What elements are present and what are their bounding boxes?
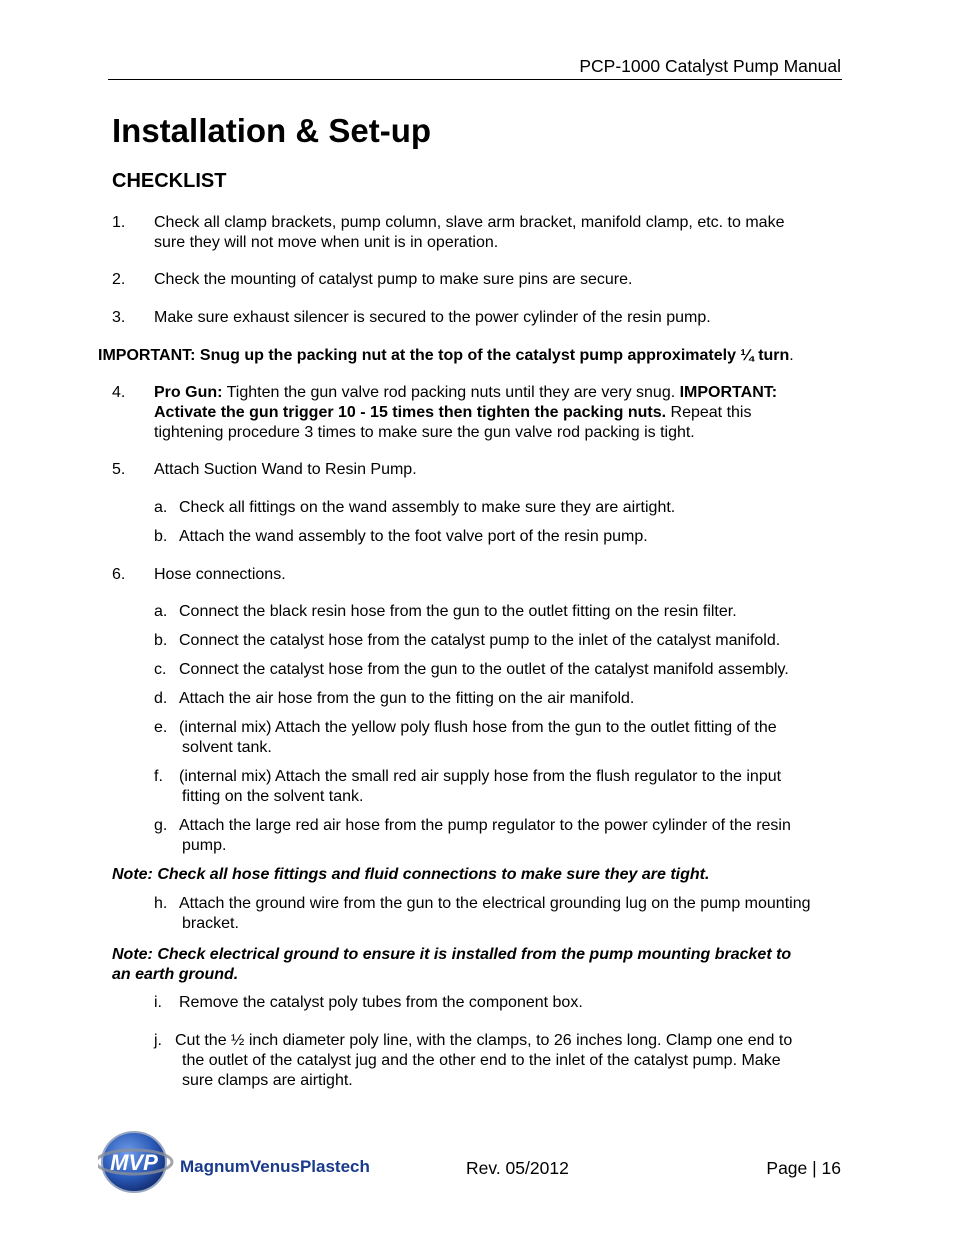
sub-item-5b xyxy=(154,527,874,547)
item-number: 3. xyxy=(112,309,126,326)
sub-letter: i. xyxy=(154,994,162,1011)
sub-letter: c. xyxy=(154,661,167,678)
sub-text: Attach the wand assembly to the foot valve port of the resin pump. xyxy=(179,528,648,545)
sub-text: Connect the catalyst hose from the gun to the outlet of the catalyst manifold assembly. xyxy=(179,661,789,678)
sub-text: Connect the black resin hose from the gun to the outlet fitting on the resin filter. xyxy=(179,603,737,620)
list-item-1 xyxy=(112,213,872,253)
item-text: Attach Suction Wand to Resin Pump. xyxy=(154,461,417,478)
item-number: 5. xyxy=(112,461,126,478)
page-title: Installation & Set-up xyxy=(112,112,432,149)
sub-item-6j xyxy=(154,1031,874,1091)
item-text: Pro Gun: Tighten the gun valve rod packing nuts until they are very snug. IMPORTANT: Activate the gun trigger 10 - 15 times then tighten the packing nuts. Repeat this tightening procedure 3 times to make sure the gun valve rod packing is tight. xyxy=(154,384,778,441)
note-hose-fittings: Note: Check all hose fittings and fluid connections to make sure they are tight. xyxy=(112,866,710,883)
sub-letter: e. xyxy=(154,719,168,736)
item-text: Check the mounting of catalyst pump to make sure pins are secure. xyxy=(154,271,633,288)
sub-item-6d xyxy=(154,689,874,709)
sub-letter: b. xyxy=(154,632,168,649)
sub-letter: f. xyxy=(154,768,163,785)
sub-item-6c xyxy=(154,660,874,680)
item-text: Hose connections. xyxy=(154,566,286,583)
sub-text: Connect the catalyst hose from the catalyst pump to the inlet of the catalyst manifold. xyxy=(179,632,781,649)
sub-letter: d. xyxy=(154,690,168,707)
sub-text: Cut the ½ inch diameter poly line, with the clamps, to 26 inches long. Clamp one end to the outlet of the catalyst jug and the other end to the inlet of the catalyst pump. Make sure clamps are airtight. xyxy=(175,1032,793,1089)
logo-badge-text: MVP xyxy=(110,1150,158,1175)
note-electrical-ground: Note: Check electrical ground to ensure it is installed from the pump mounting bracket to an earth ground. xyxy=(112,946,792,983)
sub-text: Attach the air hose from the gun to the fitting on the air manifold. xyxy=(179,690,635,707)
list-item-4 xyxy=(112,383,872,443)
sub-letter: a. xyxy=(154,499,168,516)
list-item-3 xyxy=(112,308,872,328)
company-logo xyxy=(98,1128,398,1198)
page-number: Page | 16 xyxy=(766,1158,841,1178)
sub-text: (internal mix) Attach the yellow poly flush hose from the gun to the outlet fitting of the solvent tank. xyxy=(179,719,777,756)
sub-item-6b xyxy=(154,631,874,651)
list-item-6 xyxy=(112,565,872,585)
section-title: CHECKLIST xyxy=(112,170,227,192)
sub-item-6h xyxy=(154,894,874,934)
item-number: 6. xyxy=(112,566,126,583)
sub-text: Attach the large red air hose from the pump regulator to the power cylinder of the resin pump. xyxy=(179,817,791,854)
logo-graphic xyxy=(98,1128,398,1198)
sub-letter: j. xyxy=(154,1032,162,1049)
item-number: 4. xyxy=(112,384,126,401)
sub-item-6g xyxy=(154,816,874,856)
sub-letter: a. xyxy=(154,603,168,620)
sub-text: Remove the catalyst poly tubes from the component box. xyxy=(179,994,583,1011)
sub-letter: h. xyxy=(154,895,168,912)
sub-text: (internal mix) Attach the small red air supply hose from the flush regulator to the input fitting on the solvent tank. xyxy=(179,768,782,805)
sub-item-6a xyxy=(154,602,874,622)
item-number: 2. xyxy=(112,271,126,288)
item-number: 1. xyxy=(112,214,126,231)
manual-title: PCP-1000 Catalyst Pump Manual xyxy=(579,56,841,76)
header-rule xyxy=(108,79,842,80)
sub-text: Attach the ground wire from the gun to the electrical grounding lug on the pump mounting bracket. xyxy=(179,895,811,932)
sub-item-5a xyxy=(154,498,874,518)
sub-letter: g. xyxy=(154,817,168,834)
item-text: Check all clamp brackets, pump column, slave arm bracket, manifold clamp, etc. to make sure they will not move when unit is in operation. xyxy=(154,214,785,251)
sub-item-6e xyxy=(154,718,874,758)
revision-date: Rev. 05/2012 xyxy=(466,1158,569,1178)
list-item-5 xyxy=(112,460,872,480)
sub-text: Check all fittings on the wand assembly to make sure they are airtight. xyxy=(179,499,676,516)
sub-item-6i xyxy=(154,993,874,1013)
item-text: Make sure exhaust silencer is secured to the power cylinder of the resin pump. xyxy=(154,309,711,326)
logo-wordmark: MagnumVenusPlastech xyxy=(180,1157,370,1176)
important-note: IMPORTANT: Snug up the packing nut at the top of the catalyst pump approximately ¼ turn. xyxy=(98,347,794,364)
list-item-2 xyxy=(112,270,872,290)
sub-letter: b. xyxy=(154,528,168,545)
sub-item-6f xyxy=(154,767,874,807)
